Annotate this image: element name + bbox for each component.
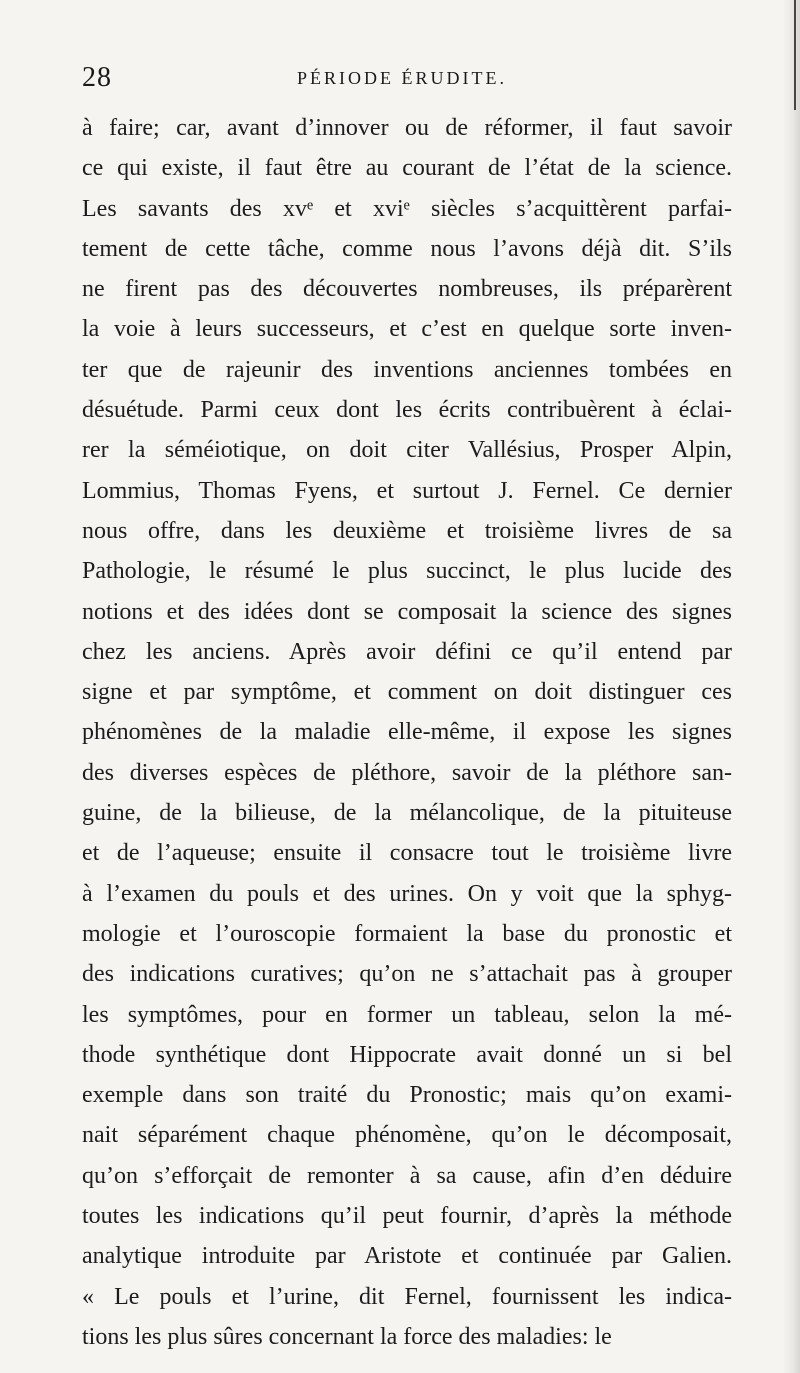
text-line: mologie et l’ouroscopie formaient la base du pronostic et (82, 920, 732, 947)
text-line: des diverses espèces de pléthore, savoir de la pléthore san- (82, 759, 732, 786)
text-line: toutes les indications qu’il peut fournir, d’après la méthode (82, 1203, 732, 1230)
text-line: notions et des idées dont se composait la science des signes (82, 598, 732, 625)
text-line: tions les plus sûres concernant la force des maladies: le (82, 1323, 612, 1350)
text-line: des indications curatives; qu’on ne s’attachait pas à grouper (82, 961, 732, 988)
text-line: ter que de rajeunir des inventions anciennes tombées en (82, 356, 732, 383)
text-line: rer la séméiotique, on doit citer Vallésius, Prosper Alpin, (82, 437, 732, 464)
text-line: Pathologie, le résumé le plus succinct, le plus lucide des (82, 558, 732, 585)
page-number: 28 (82, 62, 112, 93)
text-line: qu’on s’efforçait de remonter à sa cause, afin d’en déduire (82, 1162, 732, 1189)
text-line: analytique introduite par Aristote et continuée par Galien. (82, 1243, 732, 1270)
text-line: signe et par symptôme, et comment on doit distinguer ces (82, 679, 732, 706)
text-line: « Le pouls et l’urine, dit Fernel, fournissent les indica- (82, 1283, 732, 1310)
text-line: Les savants des xvᵉ et xviᵉ siècles s’acquittèrent parfai- (82, 195, 732, 222)
page-header (82, 62, 722, 102)
text-line: guine, de la bilieuse, de la mélancolique, de la pituiteuse (82, 800, 732, 827)
running-head: PÉRIODE ÉRUDITE. (297, 68, 507, 88)
text-line: les symptômes, pour en former un tableau, selon la mé- (82, 1001, 732, 1028)
text-line: désuétude. Parmi ceux dont les écrits contribuèrent à éclai- (82, 397, 732, 424)
text-line: Lommius, Thomas Fyens, et surtout J. Fernel. Ce dernier (82, 477, 732, 504)
body-text (82, 108, 732, 1357)
text-line: nous offre, dans les deuxième et troisième livres de sa (82, 517, 732, 544)
text-line: exemple dans son traité du Pronostic; mais qu’on exami- (82, 1082, 732, 1109)
text-line: à l’examen du pouls et des urines. On y voit que la sphyg- (82, 880, 732, 907)
text-line: nait séparément chaque phénomène, qu’on le décomposait, (82, 1122, 732, 1149)
text-line: à faire; car, avant d’innover ou de réformer, il faut savoir (82, 115, 732, 141)
text-line: ce qui existe, il faut être au courant de l’état de la science. (82, 155, 732, 182)
text-line: la voie à leurs successeurs, et c’est en quelque sorte inven- (82, 316, 732, 343)
text-line: chez les anciens. Après avoir défini ce qu’il entend par (82, 638, 732, 665)
text-line: et de l’aqueuse; ensuite il consacre tout le troisième livre (82, 840, 732, 867)
page-edge-mark (794, 0, 796, 110)
text-line: tement de cette tâche, comme nous l’avons déjà dit. S’ils (82, 235, 732, 262)
text-line: thode synthétique dont Hippocrate avait donné un si bel (82, 1041, 732, 1068)
text-line: phénomènes de la maladie elle-même, il expose les signes (82, 719, 732, 746)
text-line: ne firent pas des découvertes nombreuses, ils préparèrent (82, 276, 732, 303)
page-spine-shadow (782, 0, 800, 1373)
